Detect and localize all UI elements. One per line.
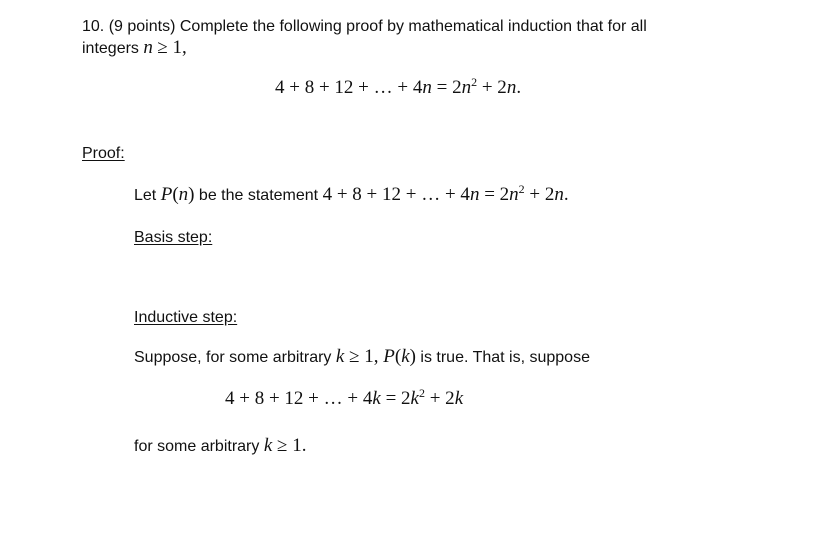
suppose-line: Suppose, for some arbitrary k ≥ 1, P(k) is true. That is, suppose: [134, 346, 590, 367]
let-statement-line: Let P(n) be the statement 4 + 8 + 12 + … + $4n = 2n^2 + 2n$.: [134, 182, 569, 205]
problem-text-integers: integers: [82, 40, 139, 57]
problem-line-1: [82, 17, 647, 37]
for-some-line: for some arbitrary k ≥ 1.: [134, 435, 307, 456]
basis-step-label: Basis step:: [134, 229, 213, 246]
main-equation: 4 + 8 + 12 + … + $4n = 2n^2 + 2n$.: [275, 75, 522, 98]
problem-condition: ≥ 1,: [157, 37, 187, 58]
problem-points: (9 points): [108, 18, 176, 35]
inductive-step-label: Inductive step:: [134, 309, 238, 326]
problem-var-n: n: [143, 37, 153, 58]
problem-text: Complete the following proof by mathematical induction that for all: [179, 18, 647, 35]
hypothesis-equation: 4 + 8 + 12 + … + $4k = 2k^2 + 2k$: [225, 386, 464, 409]
proof-label: Proof:: [82, 145, 125, 162]
statement-equation: 4 + 8 + 12 + … + $4n = 2n^2 + 2n$.: [322, 182, 569, 205]
problem-number: 10.: [82, 18, 105, 35]
problem-line-2: [82, 38, 187, 59]
